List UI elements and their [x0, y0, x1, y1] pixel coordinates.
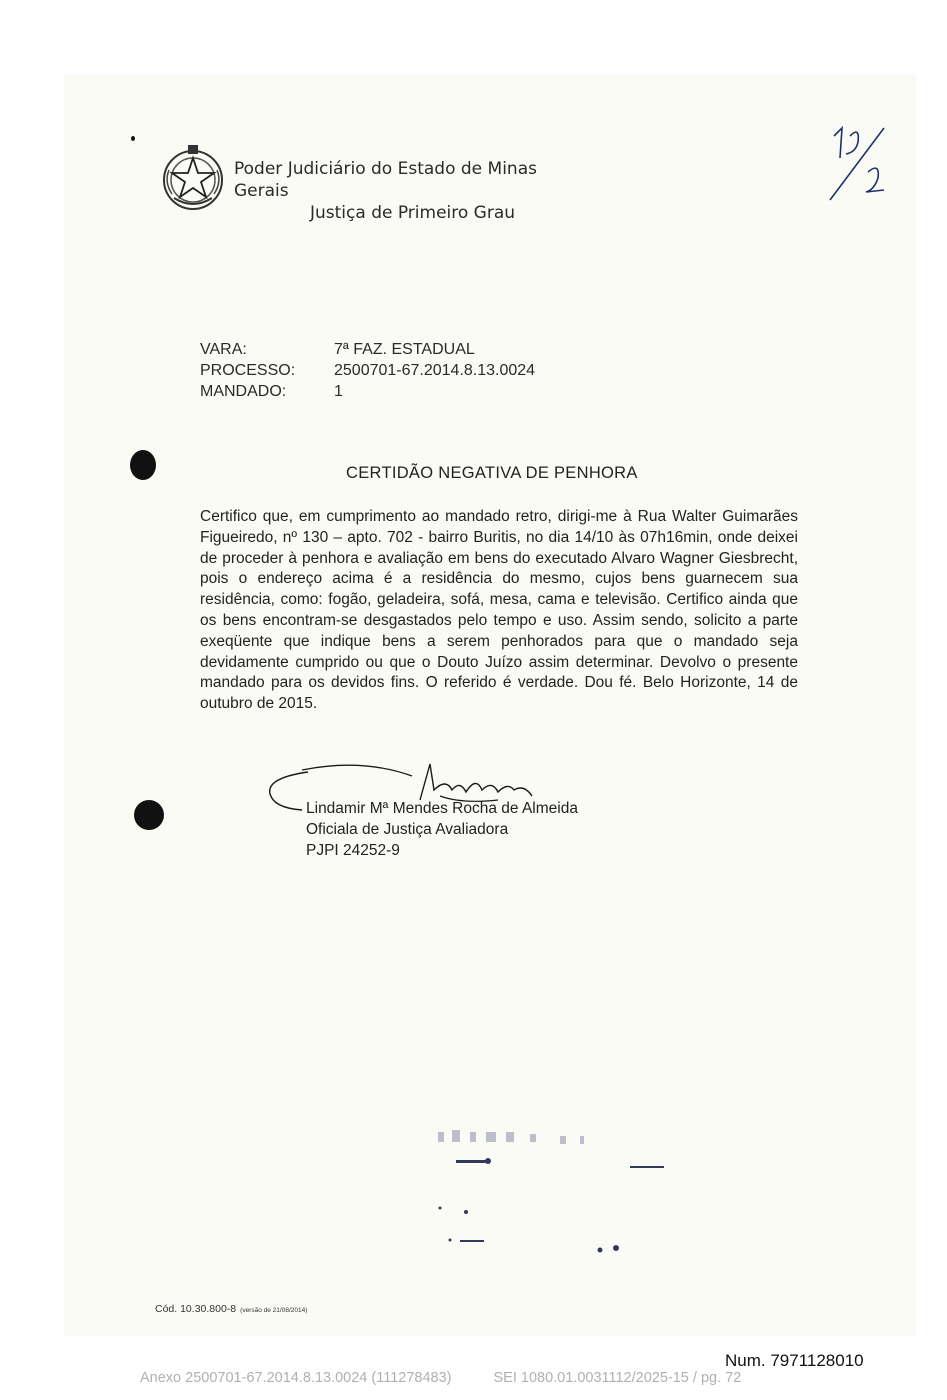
document-title: CERTIDÃO NEGATIVA DE PENHORA	[346, 464, 638, 482]
punch-hole-mark	[130, 450, 156, 480]
document-number: Num. 7971128010	[725, 1351, 864, 1370]
form-code	[155, 1303, 307, 1315]
case-info-row	[200, 360, 535, 381]
signatory-role: Oficiala de Justiça Avaliadora	[306, 821, 509, 838]
footer-sei: SEI 1080.01.0031112/2025-15 / pg. 72	[493, 1370, 742, 1386]
court-name: Poder Judiciário do Estado de Minas Gerais	[234, 159, 537, 201]
speck-mark	[131, 136, 135, 141]
case-info	[200, 339, 535, 402]
court-header	[234, 158, 594, 224]
case-info-value: 2500701-67.2014.8.13.0024	[334, 362, 536, 379]
handwritten-folio-mark	[824, 118, 896, 204]
case-info-value: 7ª FAZ. ESTADUAL	[334, 341, 475, 358]
signatory-id: PJPI 24252-9	[306, 842, 400, 859]
form-version: (versão de 21/08/2014)	[240, 1307, 308, 1314]
page-footer	[140, 1370, 741, 1386]
faded-stamp-mark	[430, 1120, 670, 1260]
case-info-label: MANDADO:	[200, 383, 287, 400]
case-info-value: 1	[334, 383, 343, 400]
signatory-block	[306, 798, 578, 861]
punch-hole-mark	[134, 800, 164, 830]
case-info-label: PROCESSO:	[200, 362, 296, 379]
case-info-label: VARA:	[200, 341, 247, 358]
coat-of-arms-icon	[160, 140, 226, 216]
certificate-body: Certifico que, em cumprimento ao mandado retro, dirigi-me à Rua Walter Guimarães Figueiredo, nº 130 – apto. 702 - bairro Buritis, no dia 14/10 às 07h16min, onde deixei de proceder à penhora e avaliação em bens do executado Alvaro Wagner Giesbrecht, pois o endereço acima é a residência do mesmo, cujos bens guarnecem sua residência, como: fogão, geladeira, sofá, mesa, cama e televisão. Certifico ainda que os bens encontram-se desgastados pelo tempo e uso. Assim sendo, solicito a parte exeqüente que indique bens a serem penhorados para que o mandado seja devidamente cumprido ou que o Douto Juízo assim determinar. Devolvo o presente mandado para os devidos fins. O referido é verdade. Dou fé. Belo Horizonte, 14 de outubro de 2015.	[200, 508, 798, 713]
signatory-name: Lindamir Mª Mendes Rocha de Almeida	[306, 800, 578, 817]
form-code-text: Cód. 10.30.800-8	[155, 1303, 237, 1315]
footer-annex: Anexo 2500701-67.2014.8.13.0024 (111278483)	[140, 1370, 452, 1386]
court-instance: Justiça de Primeiro Grau	[310, 203, 516, 223]
case-info-row	[200, 381, 535, 402]
case-info-row	[200, 339, 535, 360]
